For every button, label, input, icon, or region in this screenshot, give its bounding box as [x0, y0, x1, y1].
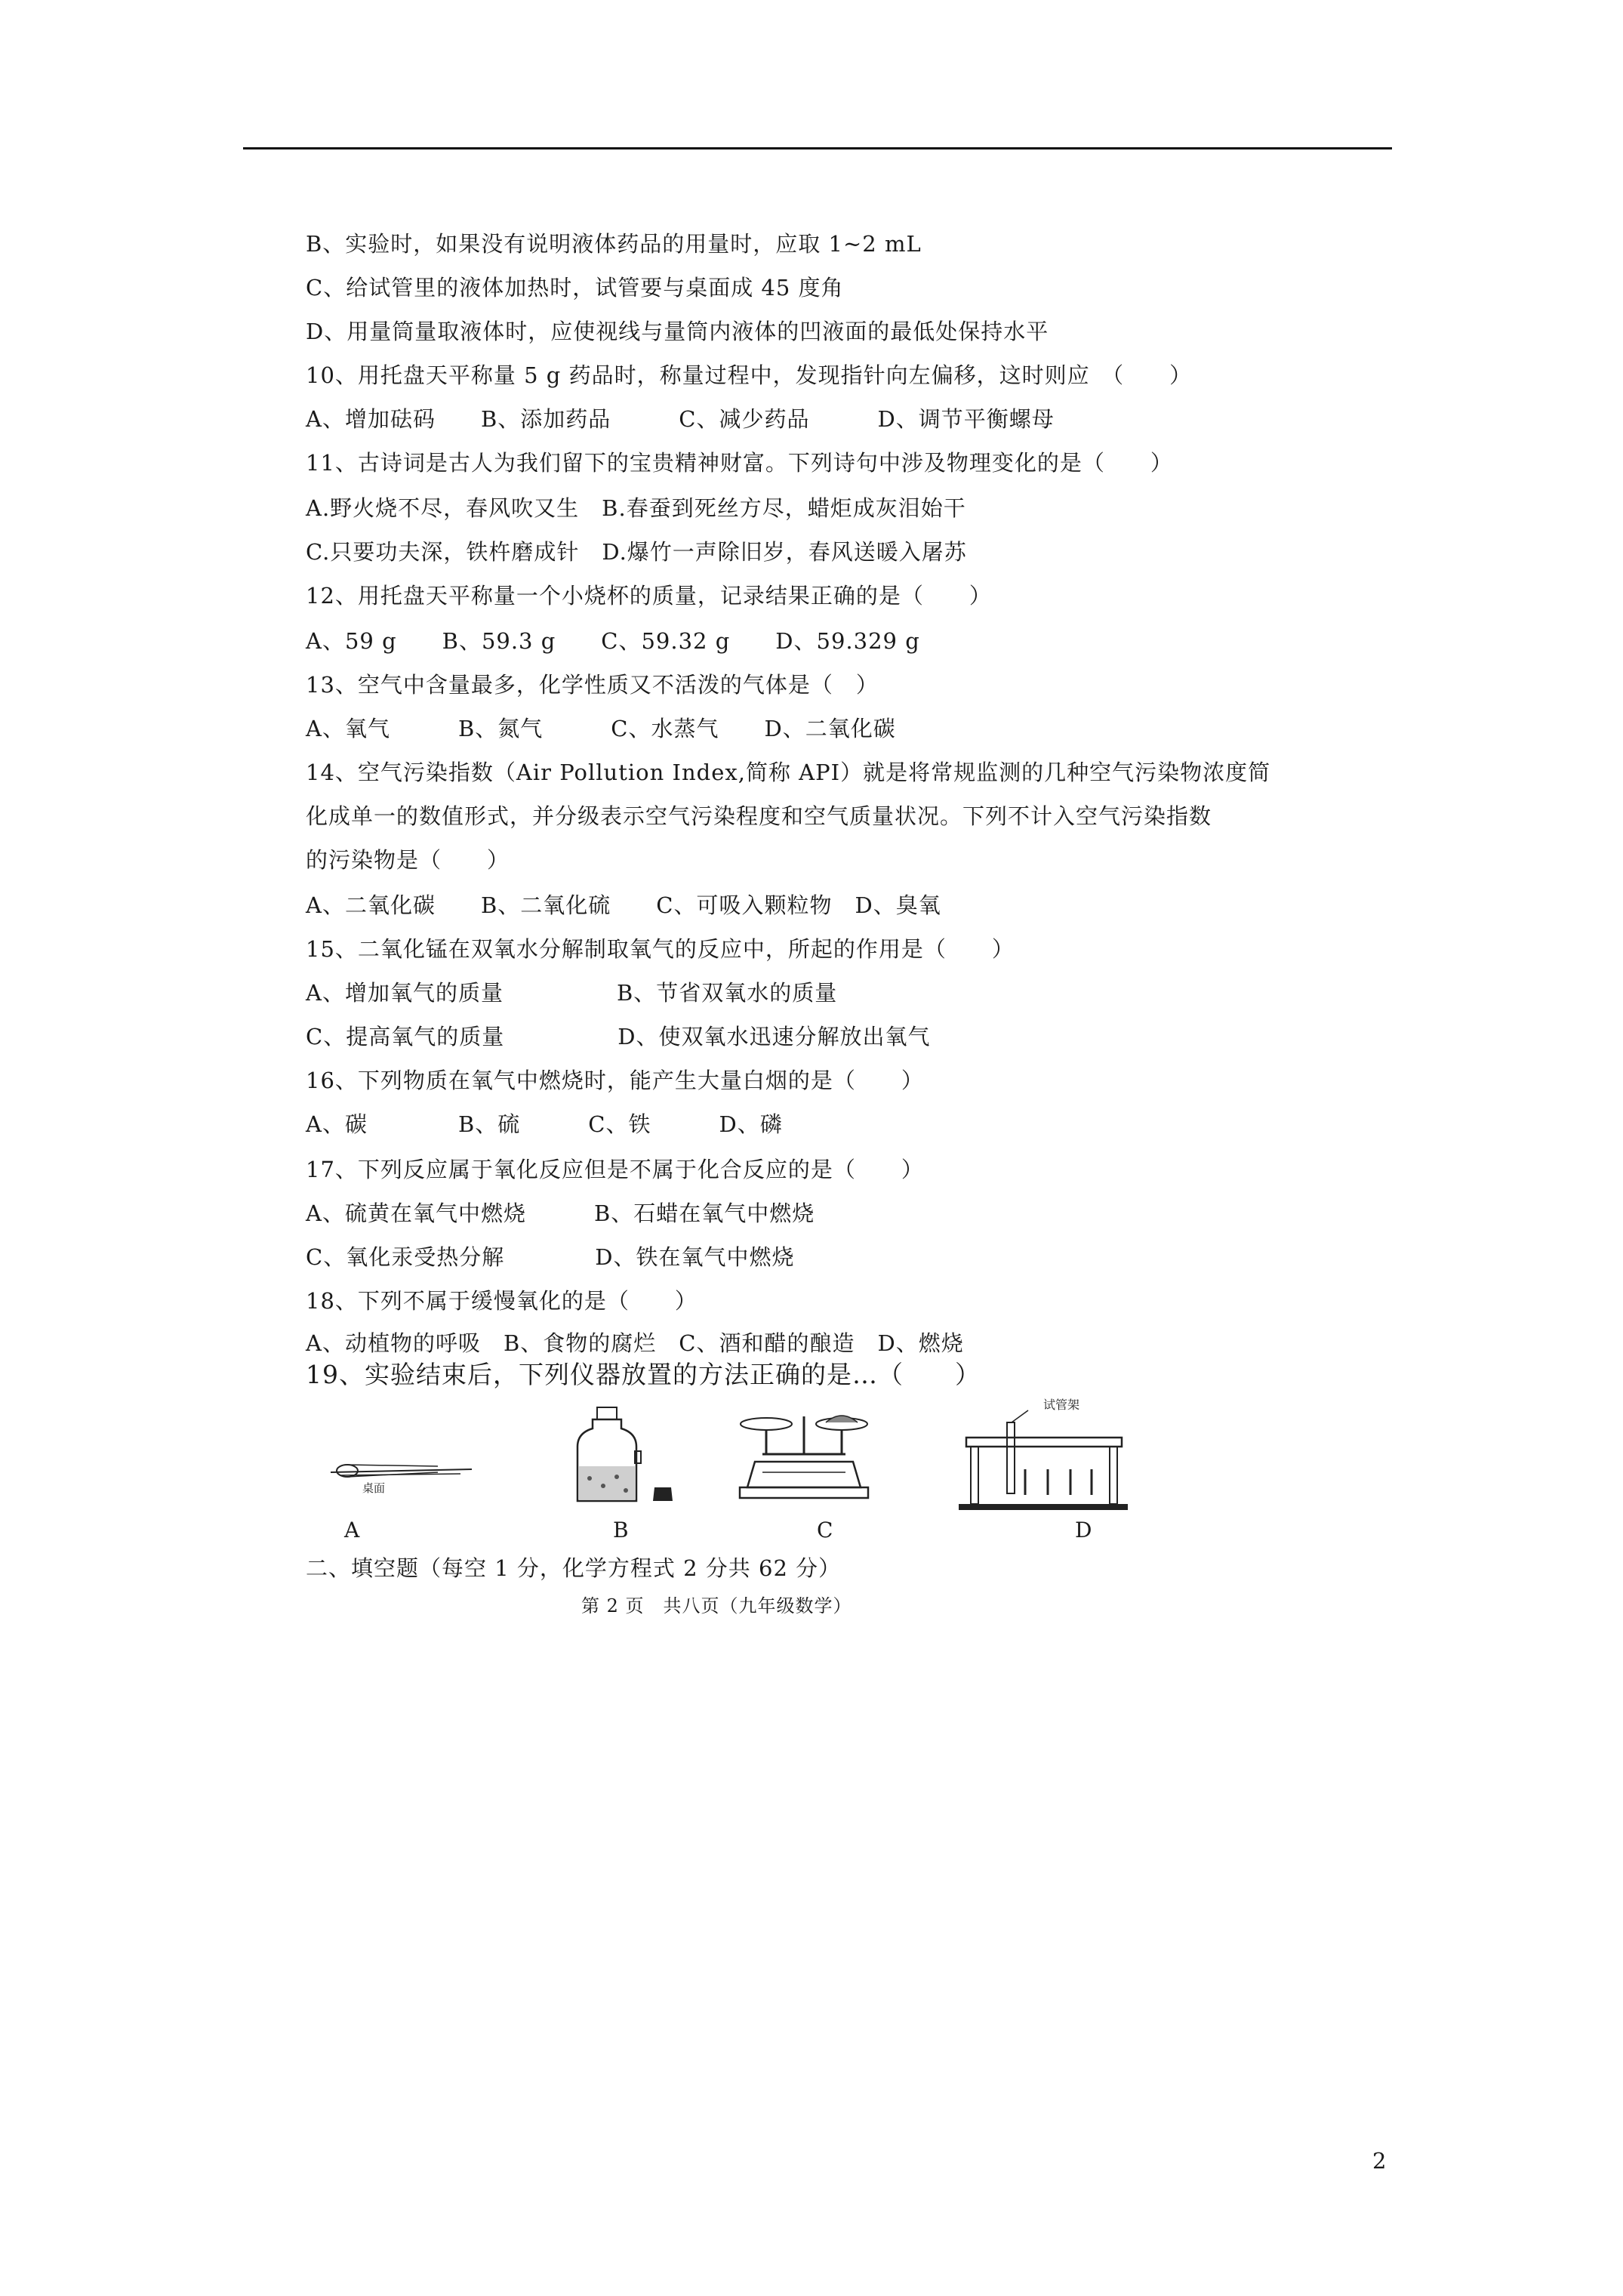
options-17-ab: A、硫黄在氧气中燃烧 B、石蜡在氧气中燃烧: [306, 1200, 815, 1226]
option-line: B、实验时，如果没有说明液体药品的用量时，应取 1~2 mL: [306, 231, 922, 257]
page-number: 2: [1372, 2148, 1387, 2174]
question-13: 13、空气中含量最多，化学性质又不活泼的气体是（ ）: [306, 672, 879, 698]
options-14: A、二氧化碳 B、二氧化硫 C、可吸入颗粒物 D、臭氧: [306, 892, 941, 918]
question-17: 17、下列反应属于氧化反应但是不属于化合反应的是（ ）: [306, 1157, 924, 1182]
options-16: A、碳 B、硫 C、铁 D、磷: [306, 1111, 783, 1137]
figure-label-b: B: [613, 1518, 629, 1542]
question-14: 14、空气污染指数（Air Pollution Index,简称 API）就是将常规监测的几种空气污染物浓度简: [306, 760, 1271, 785]
options-11-ab: A.野火烧不尽，春风吹又生 B.春蚕到死丝方尽，蜡炬成灰泪始干: [306, 495, 966, 521]
figure-label-a: A: [344, 1518, 360, 1542]
figure-c-balance: [732, 1409, 876, 1507]
question-19: 19、实验结束后，下列仪器放置的方法正确的是…（ ）: [306, 1360, 981, 1389]
figure-label-c: C: [817, 1518, 833, 1542]
figure-a-tube-on-table: [325, 1450, 476, 1495]
question-11: 11、古诗词是古人为我们留下的宝贵精神财富。下列诗句中涉及物理变化的是（ ）: [306, 450, 1173, 476]
options-17-cd: C、氧化汞受热分解 D、铁在氧气中燃烧: [306, 1244, 795, 1270]
question-15: 15、二氧化锰在双氧水分解制取氧气的反应中，所起的作用是（ ）: [306, 936, 1015, 962]
question-14-cont: 化成单一的数值形式，并分级表示空气污染程度和空气质量状况。下列不计入空气污染指数: [306, 803, 1212, 829]
figure-a-caption: 桌面: [362, 1481, 386, 1495]
question-16: 16、下列物质在氧气中燃烧时，能产生大量白烟的是（ ）: [306, 1068, 924, 1093]
options-15-cd: C、提高氧气的质量 D、使双氧水迅速分解放出氧气: [306, 1024, 931, 1049]
options-12: A、59 g B、59.3 g C、59.32 g D、59.329 g: [306, 628, 920, 654]
options-11-cd: C.只要功夫深，铁杵磨成针 D.爆竹一声除旧岁，春风送暖入屠苏: [306, 539, 967, 565]
figure-label-d: D: [1075, 1518, 1092, 1542]
section-heading: 二、填空题（每空 1 分，化学方程式 2 分共 62 分）: [306, 1555, 842, 1581]
options-13: A、氧气 B、氮气 C、水蒸气 D、二氧化碳: [306, 716, 896, 741]
figure-d-test-tube-rack: [953, 1394, 1149, 1515]
option-line: C、给试管里的液体加热时，试管要与桌面成 45 度角: [306, 275, 844, 300]
option-line: D、用量筒量取液体时，应使视线与量筒内液体的凹液面的最低处保持水平: [306, 319, 1049, 344]
options-18: A、动植物的呼吸 B、食物的腐烂 C、酒和醋的酿造 D、燃烧: [306, 1330, 964, 1356]
question-18: 18、下列不属于缓慢氧化的是（ ）: [306, 1288, 698, 1314]
figure-d-caption: 试管架: [1043, 1398, 1080, 1412]
figure-b-bottle: [570, 1403, 683, 1509]
header-rule: [243, 147, 1392, 149]
question-10: 10、用托盘天平称量 5 g 药品时，称量过程中，发现指针向左偏移，这时则应 （ ）: [306, 362, 1193, 388]
question-14-cont: 的污染物是（ ）: [306, 847, 510, 873]
question-12: 12、用托盘天平称量一个小烧杯的质量，记录结果正确的是（ ）: [306, 583, 992, 609]
options-10: A、增加砝码 B、添加药品 C、减少药品 D、调节平衡螺母: [306, 406, 1055, 432]
page-footer: 第 2 页 共八页（九年级数学）: [581, 1595, 852, 1616]
options-15-ab: A、增加氧气的质量 B、节省双氧水的质量: [306, 980, 838, 1006]
